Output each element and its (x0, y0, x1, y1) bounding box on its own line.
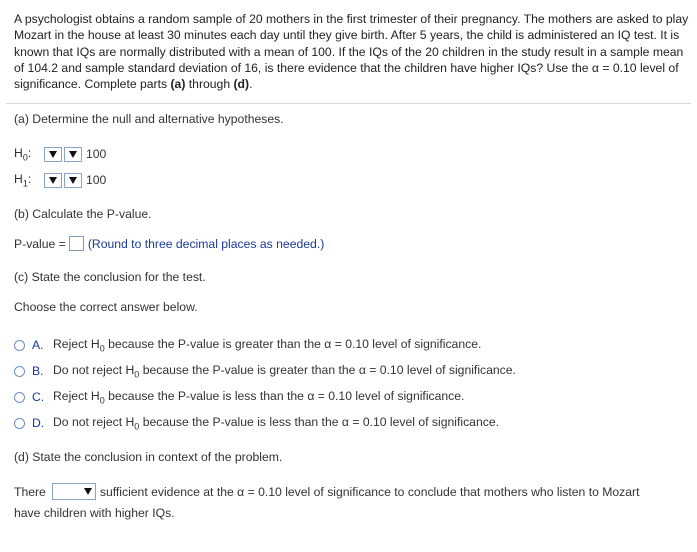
h1-row (14, 171, 106, 189)
part-a-label: (a) Determine the null and alternative hypotheses. (14, 112, 284, 126)
option-text: Do not reject $H_0$ because the P-value is greater than the α = 0.10 level of significance. (53, 362, 516, 380)
conclusion-line2: have children with higher IQs. (14, 506, 175, 520)
pvalue-row (14, 236, 324, 251)
choose-instruction: Choose the correct answer below. (14, 300, 198, 314)
h1-operator-dropdown[interactable] (64, 173, 82, 188)
option-c[interactable] (14, 388, 464, 406)
option-text: Reject $H_0$ because the P-value is greater than the α = 0.10 level of significance. (53, 336, 482, 354)
option-b[interactable] (14, 362, 516, 380)
h0-operator-dropdown[interactable] (64, 147, 82, 162)
option-a[interactable] (14, 336, 481, 354)
part-d-label: (d) State the conclusion in context of the problem. (14, 450, 283, 464)
chevron-down-icon (49, 151, 57, 158)
problem-text: A psychologist obtains a random sample of 20 mothers in the first trimester of their pregnancy. The mothers are asked to play Mozart in the house at least 30 minutes each day until they give birth. After 5 years, the child is administered an IQ test. It is known that IQs are normally distributed with a mean of 100. If the IQs of the 20 children in the study result in a sample mean of 104.2 and sample standard deviation of 16, is there evidence that the children have higher IQs? Use the α = 0.10 level of significance. Complete parts (14, 12, 689, 92)
part-b-label: (b) Calculate the P-value. (14, 207, 152, 221)
problem-part-d-ref: (d) (233, 77, 250, 92)
h0-parameter-dropdown[interactable] (44, 147, 62, 162)
option-letter: C. (32, 390, 45, 404)
problem-through: through (185, 77, 234, 92)
h1-parameter-dropdown[interactable] (44, 173, 62, 188)
conclusion-row (14, 483, 640, 500)
problem-end: . (249, 77, 253, 92)
pvalue-input[interactable] (69, 236, 84, 251)
h1-symbol: $H_1$: (14, 171, 32, 189)
radio-c[interactable] (14, 392, 25, 403)
h1-value: 100 (86, 173, 107, 187)
there-text: There (14, 484, 46, 499)
option-d[interactable] (14, 414, 499, 432)
option-letter: B. (32, 364, 44, 378)
chevron-down-icon (49, 177, 57, 184)
radio-a[interactable] (14, 340, 25, 351)
problem-part-a-ref: (a) (170, 77, 186, 92)
chevron-down-icon (84, 488, 92, 495)
chevron-down-icon (69, 177, 77, 184)
pvalue-hint: (Round to three decimal places as needed.) (87, 236, 325, 251)
h0-symbol: $H_0$: (14, 145, 32, 163)
option-letter: A. (32, 338, 44, 352)
radio-d[interactable] (14, 418, 25, 429)
h0-row (14, 145, 106, 163)
radio-b[interactable] (14, 366, 25, 377)
conclusion-text: sufficient evidence at the α = 0.10 level of significance to conclude that mothers who listen to Mozart (99, 484, 640, 499)
divider (6, 103, 691, 104)
pvalue-label: P-value = (14, 236, 66, 251)
part-c-label: (c) State the conclusion for the test. (14, 270, 206, 284)
chevron-down-icon (69, 151, 77, 158)
evidence-dropdown[interactable] (52, 483, 96, 500)
option-text: Do not reject $H_0$ because the P-value is less than the α = 0.10 level of significance. (53, 414, 499, 432)
option-letter: D. (32, 416, 45, 430)
option-text: Reject $H_0$ because the P-value is less than the α = 0.10 level of significance. (53, 388, 465, 406)
h0-value: 100 (86, 147, 107, 161)
problem-statement (14, 11, 690, 92)
